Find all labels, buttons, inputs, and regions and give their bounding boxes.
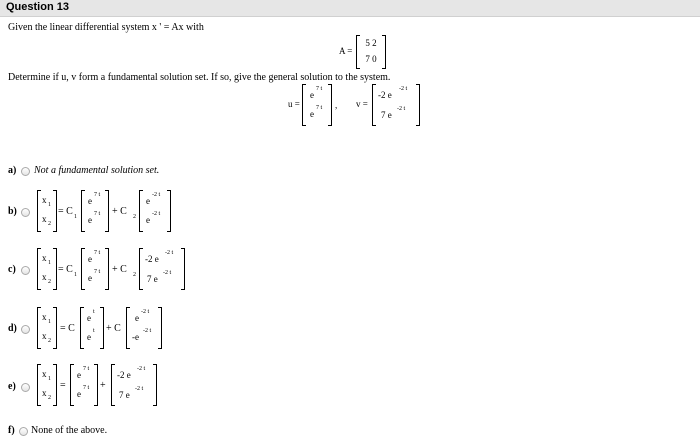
matrix-a-label: A = [339, 46, 353, 56]
exp: t [93, 328, 95, 334]
v-vector [372, 84, 420, 126]
matrix-a-row2: 7 0 [365, 54, 377, 64]
c1-sub: 1 [74, 214, 77, 220]
x2: x [42, 331, 47, 341]
x2: x [42, 272, 47, 282]
option-e-u [70, 364, 98, 406]
e: e [146, 215, 150, 225]
option-e-eq: = [60, 380, 66, 391]
option-d-letter: d) [8, 323, 17, 334]
option-a-letter: a) [8, 165, 17, 176]
question-title: Question 13 [6, 1, 69, 13]
exp: -2 t [163, 270, 172, 276]
question-header [0, 0, 700, 17]
option-f-letter: f) [8, 425, 15, 436]
exp: 7 t [83, 366, 90, 372]
u-vector [302, 84, 332, 126]
option-c-radio[interactable] [21, 266, 30, 275]
option-c-eq: = C [58, 264, 73, 275]
e: e [87, 313, 91, 323]
x2-sub: 2 [48, 395, 51, 401]
exp: -2 t [152, 192, 161, 198]
x1-sub: 1 [48, 202, 51, 208]
neg2e: -2 e [145, 254, 159, 264]
option-f-text: None of the above. [31, 425, 108, 436]
x1: x [42, 369, 47, 379]
exp: 7 t [83, 385, 90, 391]
question-intro: Given the linear differential system x ' = Ax with [8, 22, 204, 33]
u-exp1: 7 t [316, 86, 323, 92]
u-exp2: 7 t [316, 105, 323, 111]
u-e2: e [310, 109, 314, 119]
matrix-a [356, 35, 386, 69]
option-a-radio[interactable] [21, 167, 30, 176]
x1-sub: 1 [48, 319, 51, 325]
x1: x [42, 312, 47, 322]
option-e-plus: + [100, 380, 106, 391]
c2-sub: 2 [133, 214, 136, 220]
e: e [77, 389, 81, 399]
x2: x [42, 214, 47, 224]
v-label: v = [356, 99, 368, 109]
x1: x [42, 195, 47, 205]
matrix-a-row1: 5 2 [365, 38, 377, 48]
option-d-plus: + C [106, 323, 121, 334]
exp: -2 t [137, 366, 146, 372]
option-b-eq: = C [58, 206, 73, 217]
x1-sub: 1 [48, 260, 51, 266]
option-e-x-vector [37, 364, 57, 406]
c2-sub: 2 [133, 272, 136, 278]
e: e [88, 215, 92, 225]
exp: -2 t [143, 328, 152, 334]
option-d-x-vector [37, 307, 57, 349]
option-a-text: Not a fundamental solution set. [34, 165, 160, 176]
exp: -2 t [152, 211, 161, 217]
option-b-radio[interactable] [21, 208, 30, 217]
option-c-x-vector [37, 248, 57, 290]
exp: -2 t [141, 309, 150, 315]
exp: t [93, 309, 95, 315]
option-d-radio[interactable] [21, 325, 30, 334]
option-c-v [139, 248, 185, 290]
option-d-eq: = C [60, 323, 75, 334]
option-b-v [139, 190, 171, 232]
x1-sub: 1 [48, 376, 51, 382]
option-c-u [81, 248, 109, 290]
u-label: u = [288, 99, 300, 109]
sevene: 7 e [147, 274, 158, 284]
option-b-u [81, 190, 109, 232]
option-f-radio[interactable] [19, 427, 28, 436]
v-exp1: -2 t [399, 86, 408, 92]
option-e-letter: e) [8, 381, 16, 392]
e: e [135, 313, 139, 323]
exp: 7 t [94, 250, 101, 256]
option-b-x-vector [37, 190, 57, 232]
e: e [88, 273, 92, 283]
neg2e: -2 e [117, 370, 131, 380]
option-b-letter: b) [8, 206, 17, 217]
x2-sub: 2 [48, 338, 51, 344]
sevene: 7 e [119, 390, 130, 400]
v-exp2: -2 t [397, 106, 406, 112]
option-e-radio[interactable] [21, 383, 30, 392]
x2: x [42, 388, 47, 398]
exp: 7 t [94, 269, 101, 275]
x2-sub: 2 [48, 221, 51, 227]
option-d-v [126, 307, 162, 349]
v-neg2e: -2 e [378, 90, 392, 100]
option-b-plus: + C [112, 206, 127, 217]
x2-sub: 2 [48, 279, 51, 285]
c1-sub: 1 [74, 272, 77, 278]
option-c-plus: + C [112, 264, 127, 275]
option-e-v [111, 364, 157, 406]
option-c-letter: c) [8, 264, 16, 275]
e: e [146, 196, 150, 206]
e: e [88, 196, 92, 206]
exp: 7 t [94, 192, 101, 198]
e: e [87, 332, 91, 342]
option-d-u [80, 307, 104, 349]
question-determine: Determine if u, v form a fundamental solution set. If so, give the general solution to the system. [8, 72, 391, 83]
exp: 7 t [94, 211, 101, 217]
e: e [88, 254, 92, 264]
e: e [77, 370, 81, 380]
v-7e: 7 e [381, 110, 392, 120]
neg-e: -e [132, 332, 139, 342]
x1: x [42, 253, 47, 263]
u-e1: e [310, 90, 314, 100]
exp: -2 t [165, 250, 174, 256]
uv-comma: , [335, 100, 338, 110]
exp: -2 t [135, 386, 144, 392]
